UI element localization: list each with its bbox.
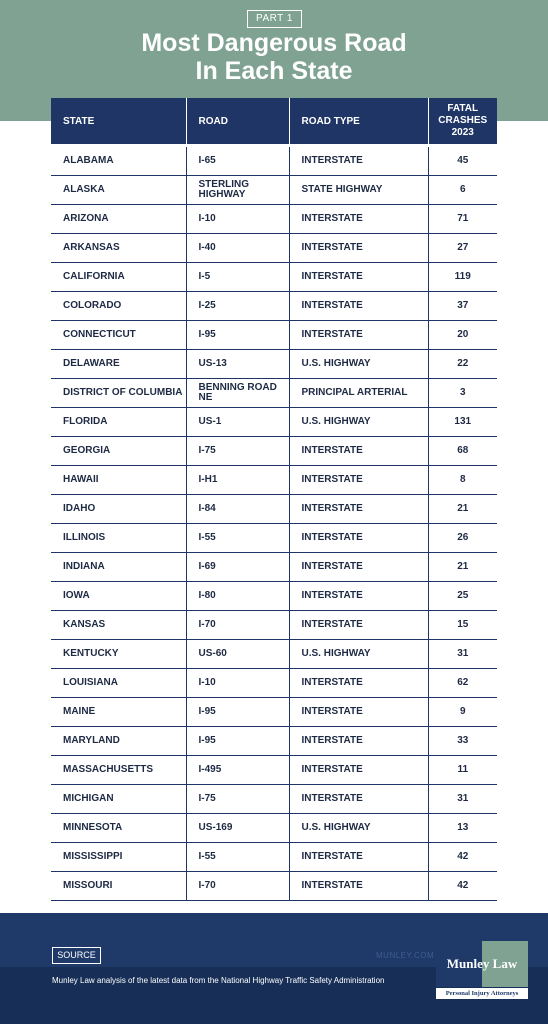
table-row <box>51 814 497 843</box>
table-row <box>51 495 497 524</box>
cell-road: I-40 <box>186 234 289 263</box>
cell-road-type: INTERSTATE <box>289 205 428 234</box>
table-row <box>51 611 497 640</box>
cell-road: I-75 <box>186 437 289 466</box>
cell-state: ALASKA <box>51 176 186 205</box>
cell-fatal-crashes: 119 <box>428 263 497 292</box>
table-body <box>51 144 497 901</box>
cell-road-type: INTERSTATE <box>289 785 428 814</box>
table-row <box>51 640 497 669</box>
cell-road: STERLING HIGHWAY <box>186 176 289 205</box>
table-row <box>51 785 497 814</box>
cell-fatal-crashes: 9 <box>428 698 497 727</box>
table-row <box>51 205 497 234</box>
cell-road-type: U.S. HIGHWAY <box>289 408 428 437</box>
cell-state: ILLINOIS <box>51 524 186 553</box>
cell-road-type: U.S. HIGHWAY <box>289 350 428 379</box>
cell-fatal-crashes: 68 <box>428 437 497 466</box>
logo-name: Munley Law <box>446 956 518 971</box>
table-row <box>51 437 497 466</box>
cell-road-type: INTERSTATE <box>289 466 428 495</box>
cell-fatal-crashes: 42 <box>428 872 497 901</box>
cell-state: ALABAMA <box>51 147 186 176</box>
column-header-fatal-line-1: FATAL <box>447 103 479 114</box>
table-row <box>51 872 497 901</box>
cell-road-type: U.S. HIGHWAY <box>289 814 428 843</box>
cell-road: I-75 <box>186 785 289 814</box>
cell-road-type: INTERSTATE <box>289 843 428 872</box>
cell-road-type: INTERSTATE <box>289 263 428 292</box>
cell-state: DISTRICT OF COLUMBIA <box>51 379 186 408</box>
table-row <box>51 553 497 582</box>
column-header-fatal-line-2: CRASHES <box>438 115 488 126</box>
cell-road: US-60 <box>186 640 289 669</box>
cell-road-type: INTERSTATE <box>289 872 428 901</box>
cell-fatal-crashes: 11 <box>428 756 497 785</box>
cell-road: I-65 <box>186 147 289 176</box>
cell-fatal-crashes: 21 <box>428 553 497 582</box>
cell-state: IOWA <box>51 582 186 611</box>
table-row <box>51 756 497 785</box>
cell-road-type: INTERSTATE <box>289 147 428 176</box>
table-row <box>51 582 497 611</box>
cell-state: COLORADO <box>51 292 186 321</box>
column-header-state: STATE <box>51 98 186 144</box>
table-row <box>51 379 497 408</box>
cell-road: I-10 <box>186 669 289 698</box>
cell-road: I-10 <box>186 205 289 234</box>
cell-road: I-95 <box>186 698 289 727</box>
roads-table <box>51 98 497 901</box>
cell-road-type: INTERSTATE <box>289 234 428 263</box>
cell-fatal-crashes: 45 <box>428 147 497 176</box>
cell-fatal-crashes: 42 <box>428 843 497 872</box>
title-line-2: In Each State <box>195 57 353 85</box>
cell-state: KANSAS <box>51 611 186 640</box>
cell-road: I-55 <box>186 524 289 553</box>
cell-fatal-crashes: 71 <box>428 205 497 234</box>
cell-fatal-crashes: 131 <box>428 408 497 437</box>
cell-road-type: INTERSTATE <box>289 756 428 785</box>
cell-fatal-crashes: 37 <box>428 292 497 321</box>
cell-road: BENNING ROAD NE <box>186 379 289 408</box>
cell-road: I-25 <box>186 292 289 321</box>
cell-state: IDAHO <box>51 495 186 524</box>
cell-road-type: INTERSTATE <box>289 698 428 727</box>
cell-state: MISSOURI <box>51 872 186 901</box>
cell-road-type: STATE HIGHWAY <box>289 176 428 205</box>
cell-road-type: INTERSTATE <box>289 727 428 756</box>
cell-road-type: INTERSTATE <box>289 524 428 553</box>
table-row <box>51 321 497 350</box>
table-row <box>51 292 497 321</box>
munley-law-logo[interactable] <box>436 941 528 999</box>
cell-state: ARIZONA <box>51 205 186 234</box>
table-row <box>51 698 497 727</box>
cell-road-type: INTERSTATE <box>289 611 428 640</box>
cell-state: MICHIGAN <box>51 785 186 814</box>
cell-fatal-crashes: 25 <box>428 582 497 611</box>
cell-road: I-H1 <box>186 466 289 495</box>
cell-state: HAWAII <box>51 466 186 495</box>
cell-road-type: INTERSTATE <box>289 437 428 466</box>
source-badge: SOURCE <box>52 947 101 964</box>
cell-fatal-crashes: 33 <box>428 727 497 756</box>
cell-state: INDIANA <box>51 553 186 582</box>
cell-fatal-crashes: 20 <box>428 321 497 350</box>
roads-table-container <box>51 98 497 901</box>
table-row <box>51 669 497 698</box>
table-row <box>51 176 497 205</box>
source-text: Munley Law analysis of the latest data from the National Highway Traffic Safety Administration <box>52 976 385 985</box>
column-header-road: ROAD <box>186 98 289 144</box>
cell-fatal-crashes: 6 <box>428 176 497 205</box>
table-row <box>51 524 497 553</box>
cell-state: LOUISIANA <box>51 669 186 698</box>
cell-road-type: INTERSTATE <box>289 292 428 321</box>
cell-road: I-5 <box>186 263 289 292</box>
title-line-1: Most Dangerous Road <box>141 29 407 57</box>
table-row <box>51 727 497 756</box>
cell-fatal-crashes: 3 <box>428 379 497 408</box>
cell-fatal-crashes: 8 <box>428 466 497 495</box>
cell-road-type: U.S. HIGHWAY <box>289 640 428 669</box>
table-header-row <box>51 98 497 144</box>
cell-fatal-crashes: 31 <box>428 640 497 669</box>
table-row <box>51 234 497 263</box>
cell-road-type: INTERSTATE <box>289 582 428 611</box>
cell-state: CALIFORNIA <box>51 263 186 292</box>
cell-state: ARKANSAS <box>51 234 186 263</box>
cell-state: DELAWARE <box>51 350 186 379</box>
cell-road: I-80 <box>186 582 289 611</box>
logo-tagline: Personal Injury Attorneys <box>436 988 528 999</box>
cell-fatal-crashes: 21 <box>428 495 497 524</box>
website-link[interactable]: MUNLEY.COM <box>376 951 435 960</box>
cell-state: MASSACHUSETTS <box>51 756 186 785</box>
cell-road: I-495 <box>186 756 289 785</box>
table-row <box>51 466 497 495</box>
cell-road: US-1 <box>186 408 289 437</box>
cell-road: US-13 <box>186 350 289 379</box>
table-row <box>51 843 497 872</box>
cell-state: KENTUCKY <box>51 640 186 669</box>
cell-road: I-55 <box>186 843 289 872</box>
column-header-road-type: ROAD TYPE <box>289 98 428 144</box>
table-row <box>51 408 497 437</box>
cell-road: I-95 <box>186 727 289 756</box>
cell-state: MISSISSIPPI <box>51 843 186 872</box>
cell-road: I-70 <box>186 611 289 640</box>
cell-road-type: PRINCIPAL ARTERIAL <box>289 379 428 408</box>
page-title <box>0 29 548 85</box>
table-row <box>51 263 497 292</box>
part-badge: PART 1 <box>247 10 302 28</box>
cell-fatal-crashes: 15 <box>428 611 497 640</box>
cell-road: I-95 <box>186 321 289 350</box>
cell-road: US-169 <box>186 814 289 843</box>
cell-state: MARYLAND <box>51 727 186 756</box>
cell-state: FLORIDA <box>51 408 186 437</box>
cell-fatal-crashes: 13 <box>428 814 497 843</box>
cell-fatal-crashes: 26 <box>428 524 497 553</box>
cell-road: I-84 <box>186 495 289 524</box>
cell-road-type: INTERSTATE <box>289 495 428 524</box>
cell-road-type: INTERSTATE <box>289 553 428 582</box>
cell-road: I-69 <box>186 553 289 582</box>
table-row <box>51 147 497 176</box>
cell-state: CONNECTICUT <box>51 321 186 350</box>
cell-road-type: INTERSTATE <box>289 669 428 698</box>
cell-fatal-crashes: 62 <box>428 669 497 698</box>
cell-state: MAINE <box>51 698 186 727</box>
cell-fatal-crashes: 31 <box>428 785 497 814</box>
column-header-fatal-crashes <box>428 98 497 144</box>
table-row <box>51 350 497 379</box>
cell-state: GEORGIA <box>51 437 186 466</box>
cell-state: MINNESOTA <box>51 814 186 843</box>
column-header-fatal-line-3: 2023 <box>451 127 474 138</box>
cell-road-type: INTERSTATE <box>289 321 428 350</box>
cell-fatal-crashes: 27 <box>428 234 497 263</box>
cell-fatal-crashes: 22 <box>428 350 497 379</box>
cell-road: I-70 <box>186 872 289 901</box>
